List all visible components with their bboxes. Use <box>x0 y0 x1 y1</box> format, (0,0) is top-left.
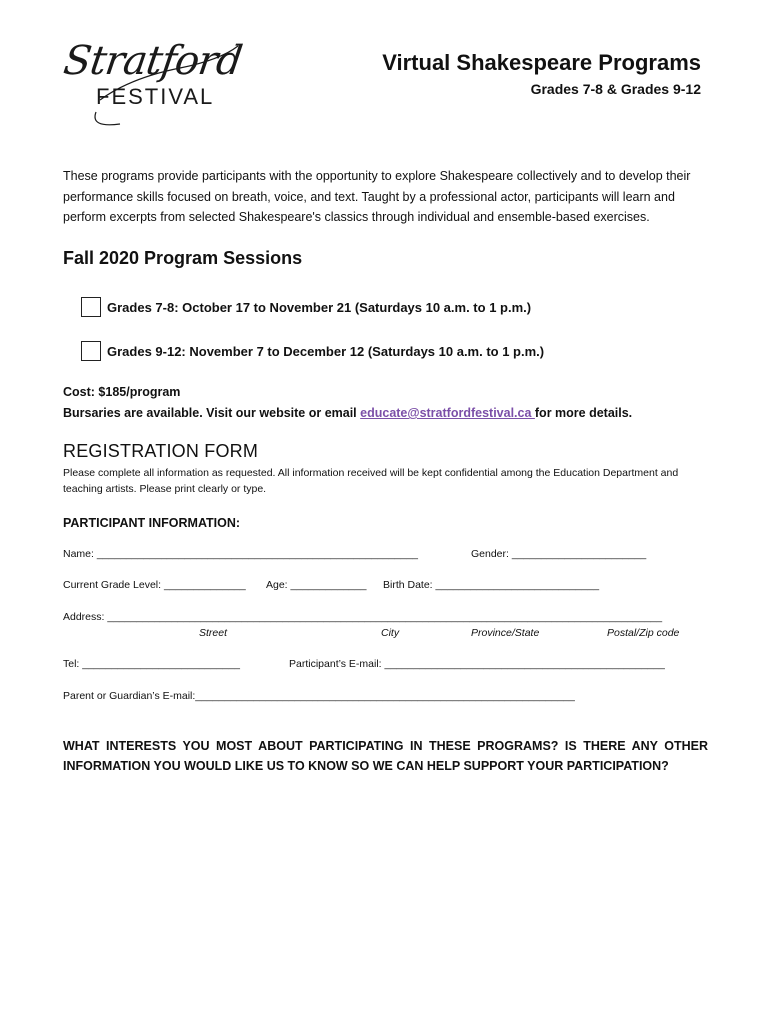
bursary-suffix: for more details. <box>534 406 633 420</box>
gender-field[interactable]: Gender: _______________________ <box>471 548 647 560</box>
registration-note: Please complete all information as requested. All information received will be kept confidential among the Education Department and teaching artists. Please print clearly or type. <box>63 467 679 495</box>
page-subtitle: Grades 7-8 & Grades 9-12 <box>530 81 701 97</box>
intro-paragraph: These programs provide participants with the opportunity to explore Shakespeare collectively and to develop their performance skills focused on breath, voice, and text. Taught by a professional actor, participants will learn and perform excerpts from selected Shakespeare's classics through individual and ensemble-based exercises. <box>63 169 691 224</box>
session-checkbox[interactable] <box>81 297 101 317</box>
session-option-grades-9-12[interactable] <box>81 339 544 363</box>
address-street-label: Street <box>199 627 228 639</box>
page-title: Virtual Shakespeare Programs <box>382 50 701 75</box>
guardian-email-field[interactable]: Parent or Guardian’s E-mail:_________________________________________________________________ <box>63 690 575 702</box>
cost-price: Cost: $185/program <box>63 385 181 399</box>
session-checkbox[interactable] <box>81 341 101 361</box>
address-field[interactable]: Address: _______________________________________________________________________________________________ <box>63 611 663 623</box>
logo-script-text: Stratford <box>60 38 245 84</box>
name-field[interactable]: Name: _______________________________________________________ <box>63 548 419 560</box>
bursary-line <box>63 403 632 424</box>
tel-field[interactable]: Tel: ___________________________ <box>63 658 240 670</box>
birth-date-field[interactable]: Birth Date: ____________________________ <box>383 579 600 591</box>
interest-question: WHAT INTERESTS YOU MOST ABOUT PARTICIPATING IN THESE PROGRAMS? IS THERE ANY OTHER INFORMATION YOU WOULD LIKE US TO KNOW SO WE CAN HELP SUPPORT YOUR PARTICIPATION? <box>63 739 708 773</box>
session-option-grades-7-8[interactable] <box>81 295 531 319</box>
participant-email-field[interactable]: Participant’s E-mail: ________________________________________________ <box>289 658 665 670</box>
email-link[interactable]: educate@stratfordfestival.ca <box>360 406 535 420</box>
session-label: Grades 7-8: October 17 to November 21 (Saturdays 10 a.m. to 1 p.m.) <box>107 299 532 315</box>
address-province-label: Province/State <box>471 627 540 639</box>
session-label: Grades 9-12: November 7 to December 12 (Saturdays 10 a.m. to 1 p.m.) <box>107 343 545 359</box>
address-postal-label: Postal/Zip code <box>607 627 680 639</box>
participant-heading: PARTICIPANT INFORMATION: <box>63 516 241 530</box>
registration-heading: REGISTRATION FORM <box>63 441 259 461</box>
bursary-prefix: Bursaries are available. Visit our website or email <box>63 406 361 420</box>
address-city-label: City <box>381 627 400 639</box>
grade-level-field[interactable]: Current Grade Level: ______________ <box>63 579 246 591</box>
age-field[interactable]: Age: _____________ <box>266 579 367 591</box>
logo-wordmark: FESTIVAL <box>96 84 215 109</box>
stratford-festival-logo <box>60 38 245 130</box>
cost-section <box>63 382 632 424</box>
sessions-heading: Fall 2020 Program Sessions <box>63 248 303 268</box>
